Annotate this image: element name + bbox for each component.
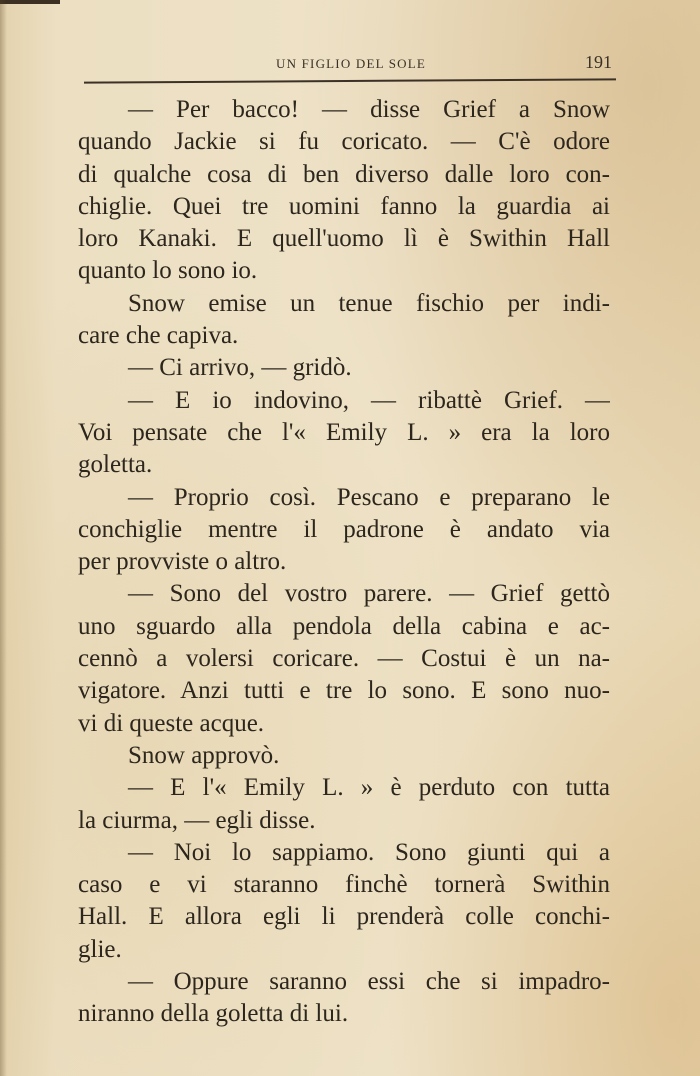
text-line: — Noi lo sappiamo. Sono giunti qui a — [128, 838, 610, 866]
text-line: caso e vi staranno finchè tornerà Swithin — [78, 871, 610, 899]
binding-shadow — [0, 0, 7, 1076]
page-number: 191 — [585, 52, 612, 72]
text-line: — E io indovino, — ribattè Grief. — — [128, 386, 610, 414]
text-line: la ciurma, — egli disse. — [78, 806, 316, 834]
page-edge-shadow — [0, 0, 60, 4]
text-line: — Oppure saranno essi che si impadro- — [128, 968, 610, 996]
text-line: — Sono del vostro parere. — Grief gettò — [128, 580, 610, 608]
text-line: goletta. — [78, 451, 153, 479]
text-line: conchiglie mentre il padrone è andato via — [78, 515, 610, 543]
text-line: quando Jackie si fu coricato. — C'è odore — [78, 128, 610, 156]
text-line: niranno della goletta di lui. — [78, 1000, 349, 1028]
text-line: per provviste o altro. — [78, 548, 287, 576]
text-line: cennò a volersi coricare. — Costui è un na- — [78, 645, 610, 673]
text-line: — Proprio così. Pescano e preparano le — [128, 483, 610, 511]
body-text — [78, 94, 610, 1031]
text-line: Snow emise un tenue fischio per indi- — [128, 289, 610, 317]
text-line: uno sguardo alla pendola della cabina e ac- — [78, 612, 610, 640]
text-line: quanto lo sono io. — [78, 257, 258, 285]
text-line: Voi pensate che l'« Emily L. » era la loro — [78, 418, 610, 446]
text-line: vi di queste acque. — [78, 709, 265, 737]
text-line: di qualche cosa di ben diverso dalle loro con- — [78, 160, 610, 188]
text-line: Hall. E allora egli li prenderà colle conchi- — [78, 903, 610, 931]
text-line: — Per bacco! — disse Grief a Snow — [128, 96, 610, 123]
text-line: glie. — [78, 935, 122, 963]
text-line: — Ci arrivo, — gridò. — [128, 354, 352, 382]
text-line: care che capiva. — [78, 322, 239, 350]
header-rule — [84, 78, 616, 83]
running-head — [86, 52, 616, 76]
running-title: UN FIGLIO DEL SOLE — [275, 56, 427, 71]
text-line: — E l'« Emily L. » è perduto con tutta — [128, 774, 610, 802]
text-line: vigatore. Anzi tutti e tre lo sono. E sono nuo- — [78, 677, 610, 705]
text-line: loro Kanaki. E quell'uomo lì è Swithin Hall — [78, 225, 610, 253]
text-line: chiglie. Quei tre uomini fanno la guardia ai — [78, 192, 610, 220]
text-line: Snow approvò. — [128, 741, 280, 769]
